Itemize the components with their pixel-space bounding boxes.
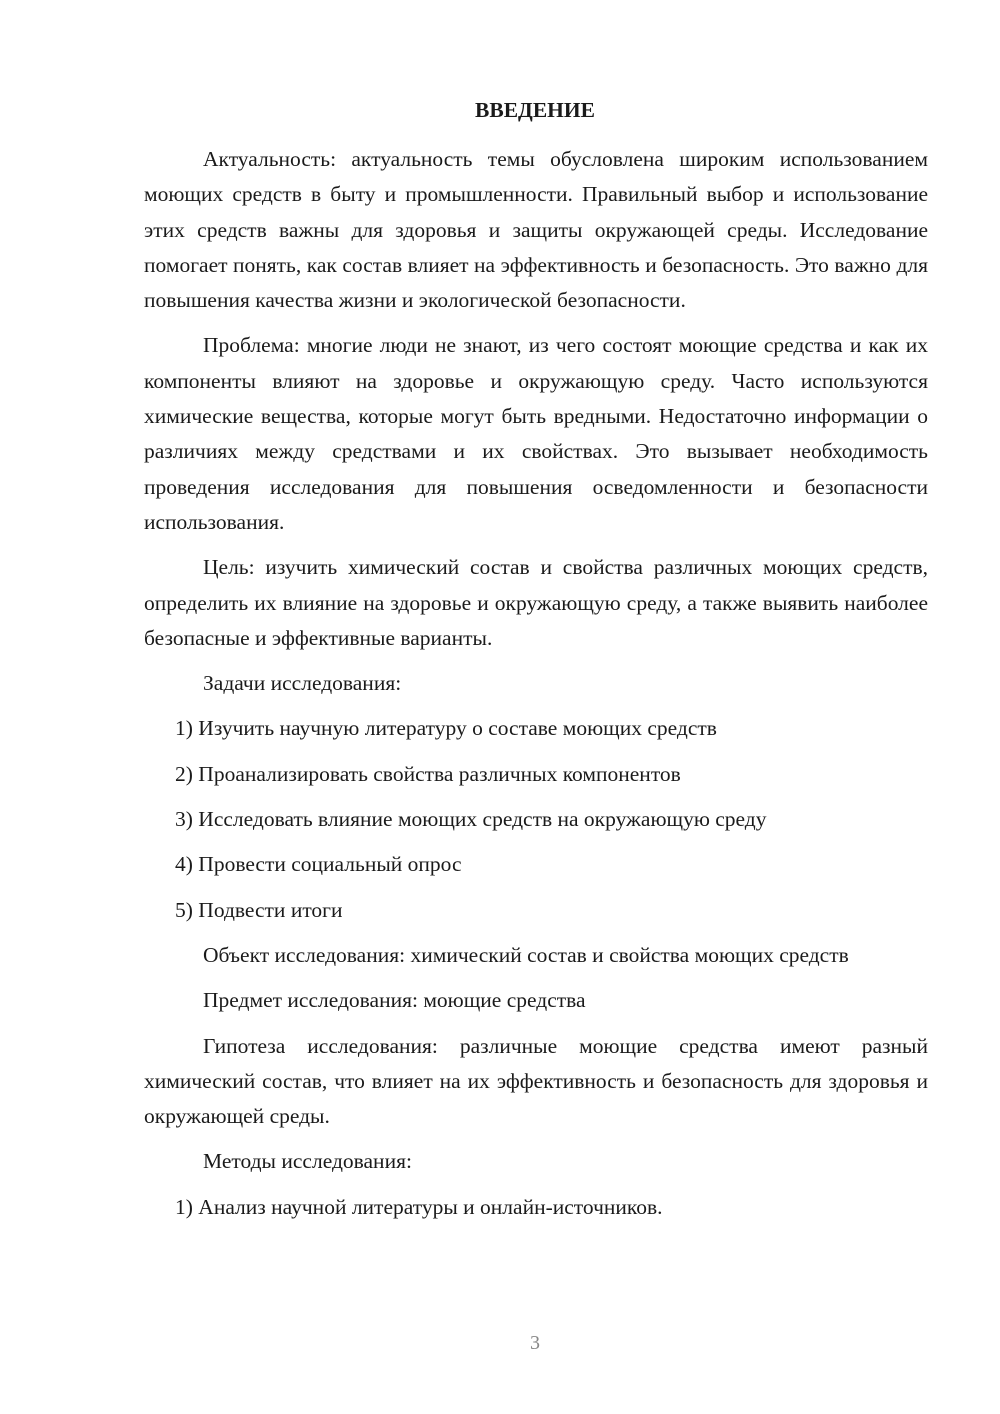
problem-paragraph: Проблема: многие люди не знают, из чего состоят моющие средства и как их компоненты влияют на здоровье и окружающую среду. Часто используются химические вещества, которые могут быть вредными. Недостаточно информации о различиях между средствами и их свойствах. Это вызывает необходимость проведения исследования для повышения осведомленности и безопасности использования. bbox=[144, 333, 928, 534]
task-item bbox=[144, 893, 928, 928]
task-item bbox=[144, 711, 928, 746]
task-item bbox=[144, 847, 928, 882]
task-item bbox=[144, 757, 928, 792]
task-text: Провести социальный опрос bbox=[198, 852, 462, 877]
task-item bbox=[144, 802, 928, 837]
task-text: Исследовать влияние моющих средств на окружающую среду bbox=[198, 807, 767, 832]
hypothesis-paragraph: Гипотеза исследования: различные моющие средства имеют разный химический состав, что влияет на их эффективность и безопасность для здоровья и окружающей среды. bbox=[144, 1033, 928, 1129]
task-number: 1) bbox=[175, 716, 193, 741]
goal-paragraph: Цель: изучить химический состав и свойства различных моющих средств, определить их влияние на здоровье и окружающую среду, а также выявить наиболее безопасные и эффективные варианты. bbox=[144, 555, 928, 650]
methods-title: Методы исследования: bbox=[203, 1149, 412, 1174]
page-number: 3 bbox=[530, 1332, 540, 1354]
object-paragraph: Объект исследования: химический состав и свойства моющих средств bbox=[203, 942, 849, 967]
section-heading: ВВЕДЕНИЕ bbox=[475, 98, 595, 122]
task-number: 2) bbox=[175, 761, 193, 786]
task-text: Подвести итоги bbox=[198, 897, 343, 922]
method-text: Анализ научной литературы и онлайн-источников. bbox=[198, 1194, 663, 1219]
task-text: Изучить научную литературу о составе моющих средств bbox=[198, 716, 717, 741]
task-number: 3) bbox=[175, 807, 193, 832]
page-content bbox=[144, 142, 928, 1235]
relevance-paragraph: Актуальность: актуальность темы обусловлена широким использованием моющих средств в быту и промышленности. Правильный выбор и использование этих средств важны для здоровья и защиты окружающей среды. Исследование помогает понять, как состав влияет на эффективность и безопасность. Это важно для повышения качества жизни и экологической безопасности. bbox=[144, 147, 928, 313]
task-text: Проанализировать свойства различных компонентов bbox=[198, 761, 681, 786]
task-number: 5) bbox=[175, 897, 193, 922]
task-number: 4) bbox=[175, 852, 193, 877]
subject-paragraph: Предмет исследования: моющие средства bbox=[203, 988, 586, 1013]
method-item bbox=[144, 1190, 928, 1225]
tasks-title: Задачи исследования: bbox=[203, 671, 402, 696]
method-number: 1) bbox=[175, 1194, 193, 1219]
